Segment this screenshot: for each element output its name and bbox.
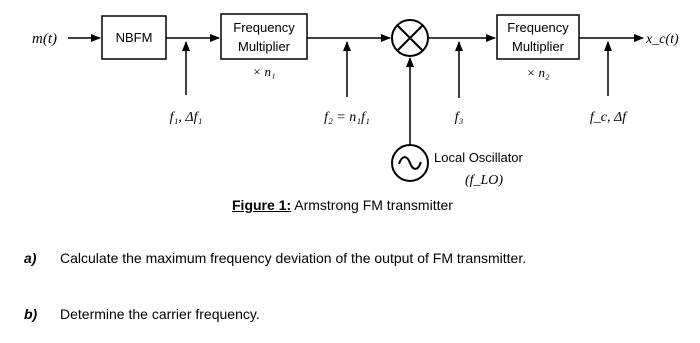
question-a [24, 250, 624, 286]
fc-label: f_c, Δf [589, 110, 627, 125]
local-oscillator-label: Local Oscillator [434, 150, 523, 165]
figure-caption [232, 197, 453, 213]
multiplier-2-line2: Multiplier [511, 39, 565, 54]
nbfm-label: NBFM [115, 30, 153, 45]
input-signal-label: m(t) [32, 31, 57, 47]
local-oscillator-frequency: (f_LO) [464, 173, 504, 188]
f3-label: f₃ [454, 110, 464, 125]
f1-label: f₁, Δf₁ [169, 110, 203, 125]
question-a-text: Calculate the maximum frequency deviation of the output of FM transmitter. [60, 250, 527, 266]
multiplier-2-line1: Frequency [507, 20, 569, 35]
question-a-label: a) [24, 250, 37, 266]
figure-caption-text: Armstrong FM transmitter [291, 197, 453, 213]
figure-caption-label: Figure 1: [232, 197, 292, 213]
multiplier-2-factor: × n₂ [526, 65, 550, 80]
multiplier-1-line1: Frequency [233, 20, 295, 35]
multiplier-1-line2: Multiplier [237, 39, 291, 54]
question-b-label: b) [24, 306, 38, 322]
question-b [24, 306, 624, 324]
f2-label: f₂ = n₁f₁ [324, 110, 370, 125]
question-b-text: Determine the carrier frequency. [60, 306, 260, 322]
output-signal-label: x_c(t) [646, 32, 679, 47]
multiplier-1-factor: × n₁ [252, 64, 276, 79]
